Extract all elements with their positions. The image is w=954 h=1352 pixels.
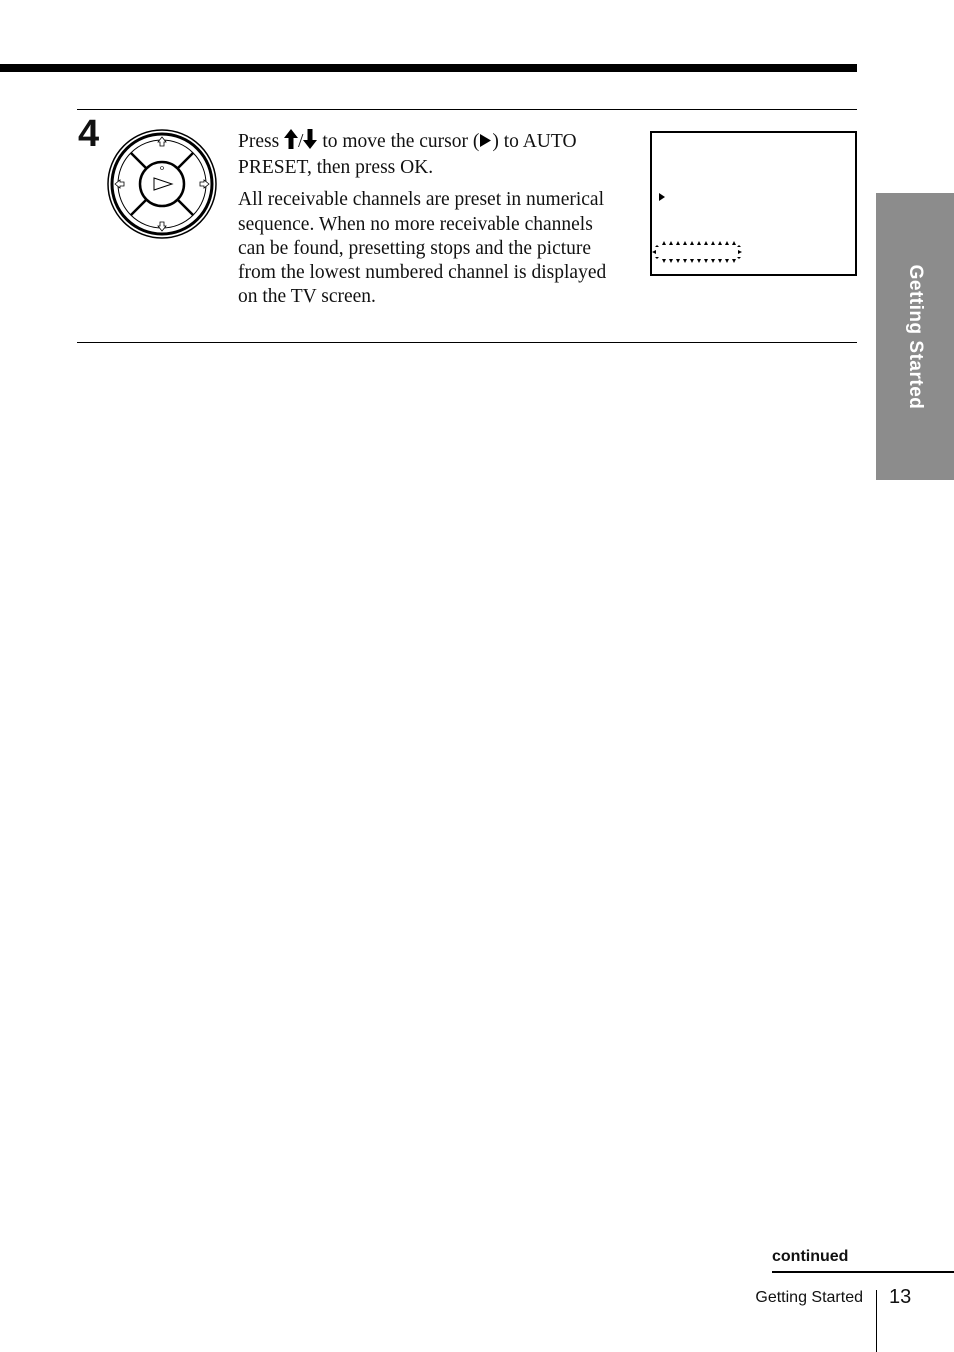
top-rule bbox=[0, 64, 857, 72]
instruction-part2: to move the cursor ( bbox=[317, 131, 480, 152]
step-description: All receivable channels are preset in numerical sequence. When no more receivable channels can be found, presetting stops and the picture from the lowest numbered channel is displayed on the TV screen. bbox=[238, 189, 607, 308]
step-text bbox=[238, 129, 623, 317]
flashing-highlight-icon bbox=[652, 233, 748, 269]
step-instruction bbox=[238, 129, 623, 180]
up-arrow-icon bbox=[284, 129, 298, 156]
continued-rule bbox=[772, 1271, 954, 1273]
instruction-part3: ) to AUTO PRESET, then press OK. bbox=[238, 131, 577, 179]
continued-label: continued bbox=[772, 1248, 849, 1265]
side-tab-label: Getting Started bbox=[905, 264, 926, 409]
page-number: 13 bbox=[889, 1286, 912, 1308]
step-number: 4 bbox=[78, 113, 100, 155]
tv-screen bbox=[650, 131, 857, 276]
instruction-part1: Press bbox=[238, 131, 285, 152]
side-tab bbox=[876, 193, 954, 480]
down-arrow-icon bbox=[303, 129, 317, 156]
instruction-separator: / bbox=[298, 131, 304, 152]
cursor-triangle-icon bbox=[480, 130, 491, 154]
tv-cursor-icon bbox=[659, 193, 665, 201]
footer-divider bbox=[876, 1290, 877, 1352]
step-rule-bottom bbox=[77, 342, 857, 343]
footer-section-title: Getting Started bbox=[755, 1289, 863, 1306]
step-rule-top bbox=[77, 109, 857, 110]
remote-control-pad-icon bbox=[106, 128, 218, 240]
